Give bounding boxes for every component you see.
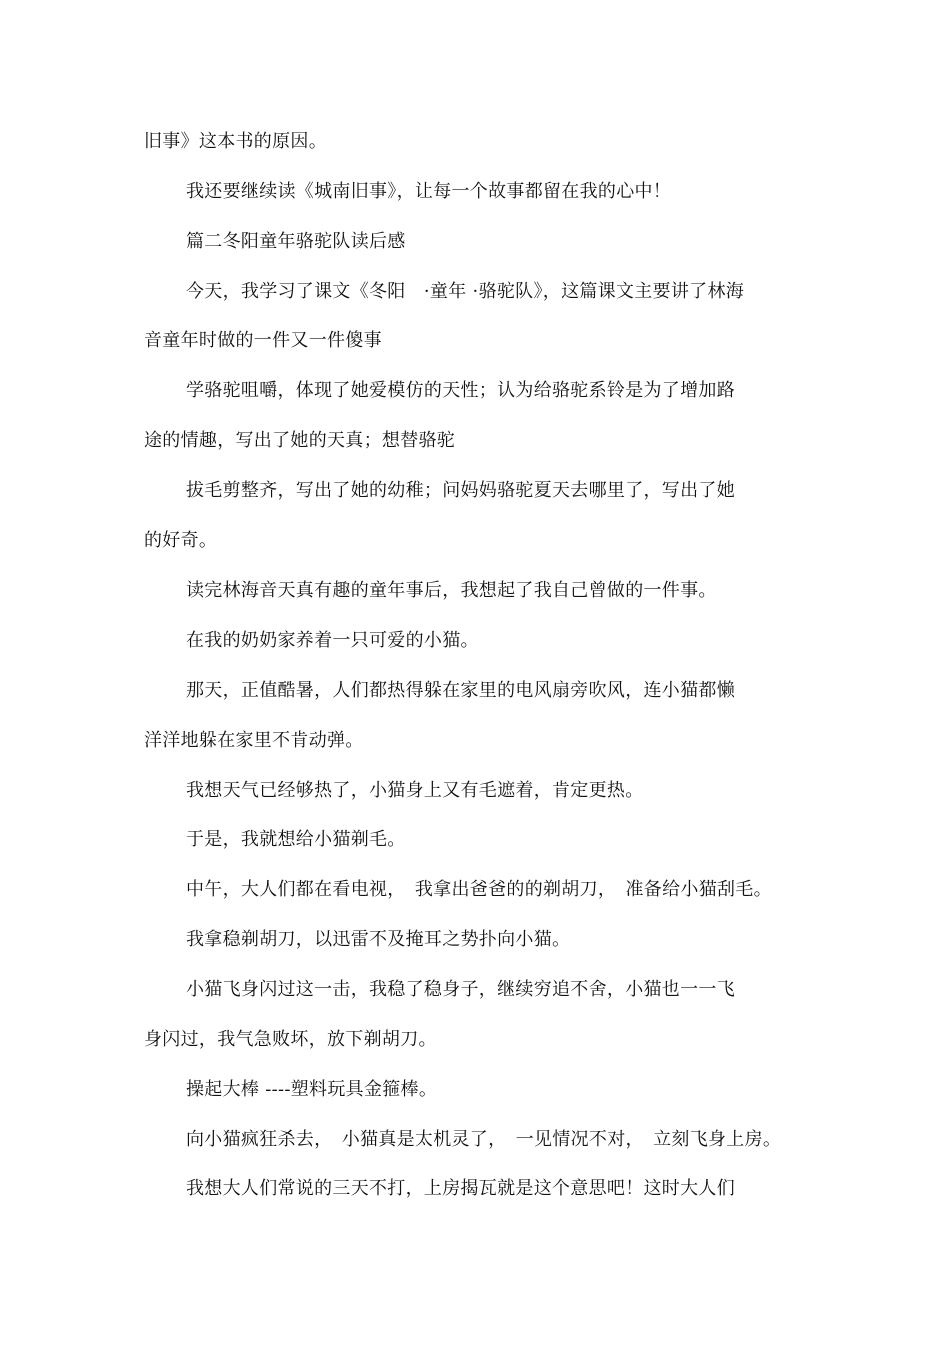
text-line: 于是，我就想给小猫剃毛。 xyxy=(186,829,406,850)
text-line: 我还要继续读《城南旧事》，让每一个故事都留在我的心中！ xyxy=(186,181,672,202)
text-line: 身闪过，我气急败坏，放下剃胡刀。 xyxy=(144,1029,437,1050)
text-line: 学骆驼咀嚼，体现了她爱模仿的天性；认为给骆驼系铃是为了增加路 xyxy=(186,380,735,401)
text-line: 中午，大人们都在看电视， 我拿出爸爸的的剃胡刀， 准备给小猫刮毛。 xyxy=(186,879,772,900)
text-line: 我拿稳剃胡刀，以迅雷不及掩耳之势扑向小猫。 xyxy=(186,929,571,950)
text-line: 小猫飞身闪过这一击，我稳了稳身子，继续穷追不舍，小猫也一一飞 xyxy=(186,979,735,1000)
text-line: 向小猫疯狂杀去， 小猫真是太机灵了， 一见情况不对， 立刻飞身上房。 xyxy=(186,1129,782,1150)
text-line: 途的情趣，写出了她的天真；想替骆驼 xyxy=(144,430,456,451)
text-line: 我想天气已经够热了，小猫身上又有毛遮着，肯定更热。 xyxy=(186,780,644,801)
text-line: 在我的奶奶家养着一只可爱的小猫。 xyxy=(186,630,479,651)
text-line: 洋洋地躲在家里不肯动弹。 xyxy=(144,730,364,751)
text-line: 的好奇。 xyxy=(144,530,218,551)
text-line: 我想大人们常说的三天不打，上房揭瓦就是这个意思吧！这时大人们 xyxy=(186,1178,735,1199)
text-line: 旧事》这本书的原因。 xyxy=(144,131,327,152)
section-heading: 篇二冬阳童年骆驼队读后感 xyxy=(186,231,406,252)
text-line: 那天，正值酷暑，人们都热得躲在家里的电风扇旁吹风，连小猫都懒 xyxy=(186,680,735,701)
text-line: 音童年时做的一件又一件傻事 xyxy=(144,330,382,351)
text-line: 今天，我学习了课文《冬阳 ·童年 ·骆驼队》，这篇课文主要讲了林海 xyxy=(186,281,745,302)
text-line: 读完林海音天真有趣的童年事后，我想起了我自己曾做的一件事。 xyxy=(186,580,717,601)
text-line: 拔毛剪整齐，写出了她的幼稚；问妈妈骆驼夏天去哪里了，写出了她 xyxy=(186,480,735,501)
text-line: 操起大棒 ----塑料玩具金箍棒。 xyxy=(186,1079,438,1100)
